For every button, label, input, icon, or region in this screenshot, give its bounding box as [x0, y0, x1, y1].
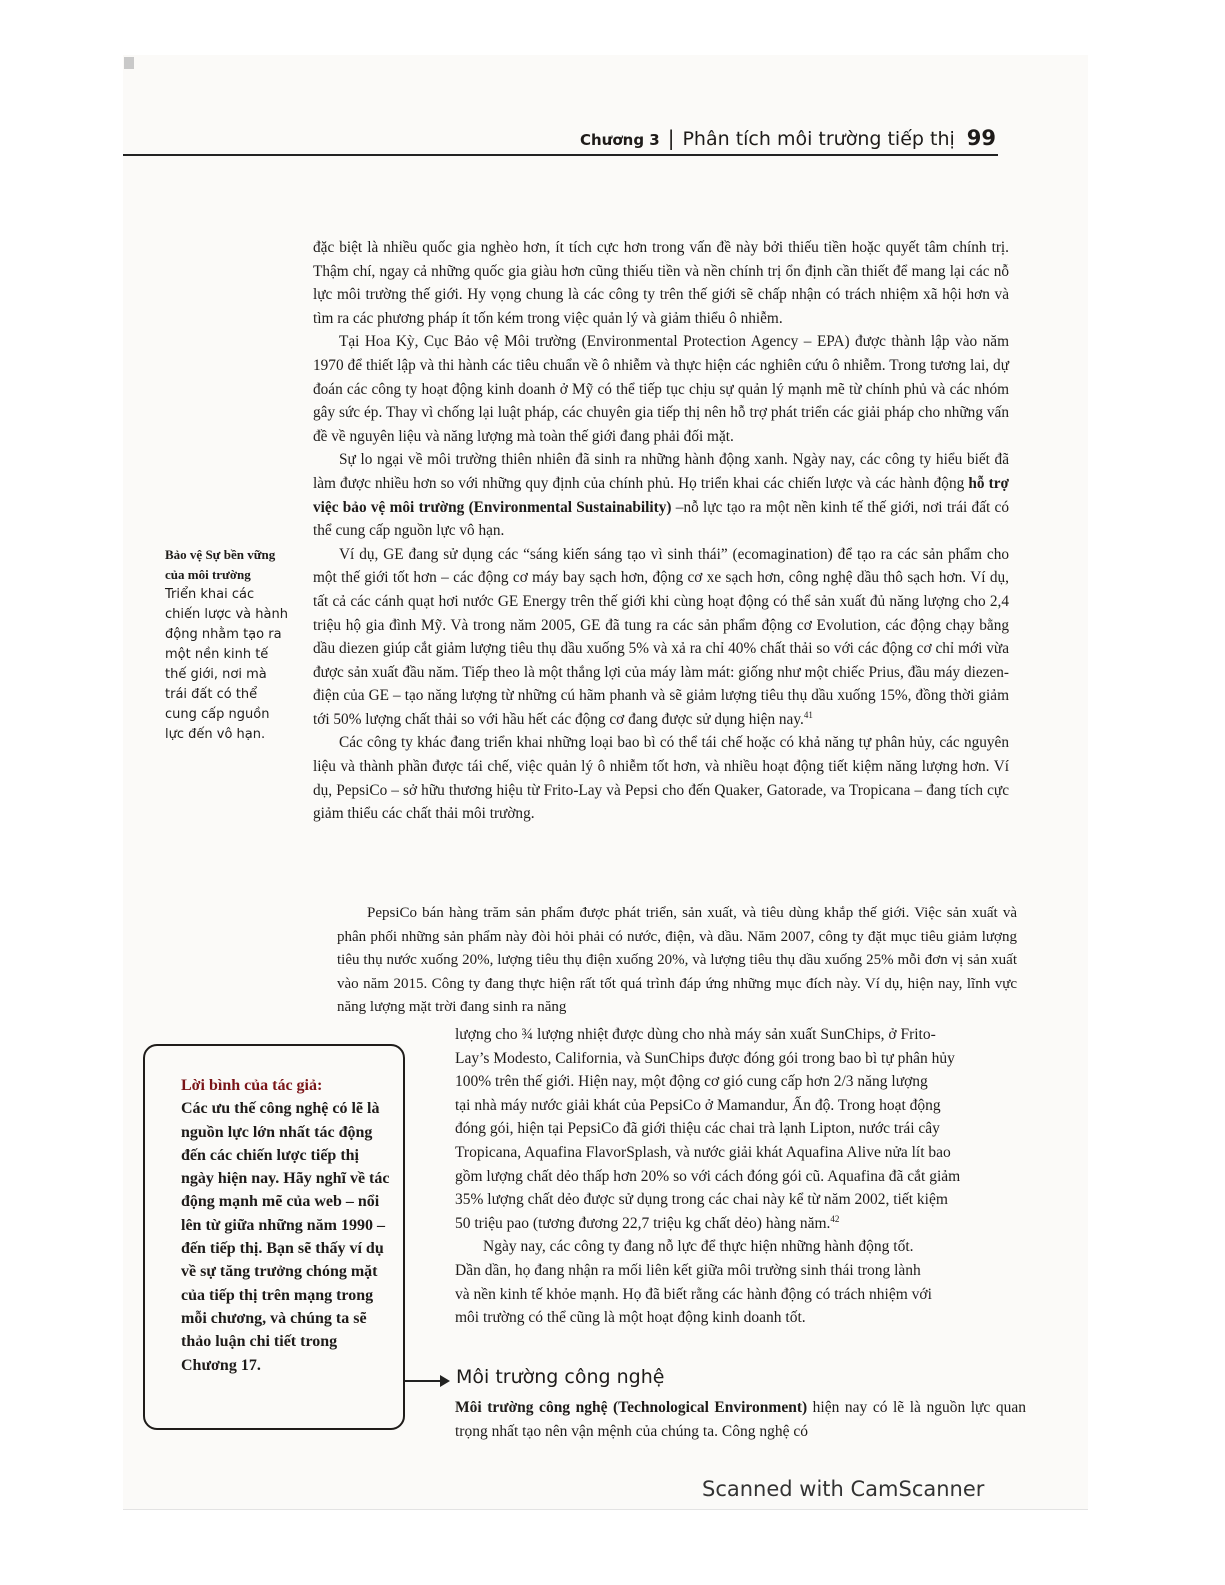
- today-line: môi trường có thể cũng là một hoạt động kinh doanh tốt.: [455, 1309, 806, 1327]
- margin-definition: [165, 545, 290, 745]
- arrow-right-icon: [405, 1380, 447, 1382]
- pepsico-line: [455, 1212, 1020, 1236]
- scanner-watermark: Scanned with CamScanner: [702, 1477, 985, 1501]
- paragraph-pepsico: PepsiCo bán hàng trăm sản phẩm được phát triển, sản xuất, và tiêu dùng khắp thế giới. Việc sản xuất và phân phối những sản phẩm này đòi hỏi phải có nước, điện, và dầu. Năm 2007, công ty đặt mục tiêu giảm lượng tiêu thụ nước xuống 20%, lượng tiêu thụ điện xuống 20%, và lượng tiêu thụ dầu xuống 25% mỗi đơn vị sản xuất vào năm 2015. Công ty đang thực hiện rất tốt quá trình đáp ứng những mục đích này. Ví dụ, hiện nay, lĩnh vực năng lượng mặt trời đang sinh ra năng: [337, 905, 1017, 1016]
- author-comment-title: Lời bình của tác giả:: [181, 1077, 323, 1094]
- margin-definition-text: Triển khai các chiến lược và hành động nhằm tạo ra một nền kinh tế thế giới, nơi mà trái đất có thể cung cấp nguồn lực đến vô hạn.: [165, 587, 288, 742]
- pepsico-text-block: [337, 902, 1017, 1020]
- margin-definition-term: Bảo vệ Sự bền vững của môi trường: [165, 547, 276, 582]
- today-line: và nền kinh tế khỏe mạnh. Họ đã biết rằng các hành động có trách nhiệm với: [455, 1285, 932, 1303]
- technology-text: hiện nay có lẽ là nguồn lực quan trọng nhất tạo nên vận mệnh của chúng ta. Công nghệ có: [455, 1399, 1026, 1440]
- pepsico-line: 35% lượng chất dẻo được sử dụng trong các chai này kể từ năm 2002, tiết kiệm: [455, 1191, 948, 1209]
- footnote-ref-41: 41: [803, 709, 813, 720]
- chapter-title: Phân tích môi trường tiếp thị: [682, 128, 955, 150]
- pepsico-line: tại nhà máy nước giải khát của PepsiCo ở Mamandur, Ấn độ. Trong hoạt động: [455, 1096, 941, 1114]
- pepsico-last-line: 50 triệu pao (tương đương 22,7 triệu kg chất dẻo) hàng năm.: [455, 1214, 831, 1232]
- chapter-label: Chương 3: [579, 131, 660, 149]
- author-comment-body: Các ưu thế công nghệ có lẽ là nguồn lực lớn nhất tác động đến các chiến lược tiếp thị ngày hiện nay. Hãy nghĩ về tác động mạnh mẽ của web – nổi lên từ giữa những năm 1990 – đến tiếp thị. Bạn sẽ thấy ví dụ về sự tăng trưởng chóng mặt của tiếp thị trên mạng trong mỗi chương, và chúng ta sẽ thảo luận chi tiết trong Chương 17.: [181, 1100, 390, 1374]
- technology-key-term: Môi trường công nghệ (Technological Environment): [455, 1399, 808, 1416]
- pepsico-line: 100% trên thế giới. Hiện nay, một động cơ gió cung cấp hơn 2/3 năng lượng: [455, 1073, 928, 1091]
- paragraph-poorer-nations: đặc biệt là nhiều quốc gia nghèo hơn, ít tích cực hơn trong vấn đề này bởi thiếu tiền hoặc quyết tâm chính trị. Thậm chí, ngay cả những quốc gia giàu hơn cũng thiếu tiền và nền chính trị ổn định cần thiết để mang lại các nỗ lực môi trường thế giới. Hy vọng chung là các công ty trên thế giới sẽ chấp nhận có trách nhiệm xã hội hơn và tìm ra các phương pháp ít tốn kém trong việc quản lý và giảm thiểu ô nhiễm.: [313, 239, 1009, 327]
- sustainability-key-term: hỗ trợ việc bảo vệ môi trường (Environmental Sustainability): [313, 474, 1009, 516]
- scan-bottom-edge: [123, 1509, 1088, 1510]
- running-header: [123, 118, 998, 156]
- section-heading: Môi trường công nghệ: [456, 1366, 665, 1388]
- paragraph-ge-example: [313, 543, 1009, 732]
- pepsico-line: gồm lượng chất dẻo thấp hơn 20% so với cách đóng gói cũ. Aquafina đã cắt giảm: [455, 1167, 961, 1185]
- pepsico-line: Tropicana, Aquafina FlavorSplash, và nước giải khát Aquafina Alive nửa lít bao: [455, 1143, 951, 1161]
- scan-edge-mark: [124, 57, 134, 69]
- pepsico-line: lượng cho ¾ lượng nhiệt được dùng cho nhà máy sản xuất SunChips, ở Frito-: [455, 1026, 936, 1043]
- footnote-ref-42: 42: [830, 1213, 840, 1224]
- page-number: 99: [966, 126, 996, 150]
- header-separator: |: [667, 126, 675, 150]
- today-line: Ngày nay, các công ty đang nỗ lực để thực hiện những hành động tốt.: [483, 1238, 914, 1256]
- sustain-text-after: –nỗ lực tạo ra một nền kinh tế thế giới, nơi trái đất có thể cung cấp nguồn lực vô hạn.: [313, 498, 1009, 540]
- tech-section-text: [455, 1396, 1026, 1443]
- pepsico-line: Lay’s Modesto, California, và SunChips được đóng gói trong bao bì tự phân hủy: [455, 1049, 955, 1067]
- paragraph-epa: Tại Hoa Kỳ, Cục Bảo vệ Môi trường (Environmental Protection Agency – EPA) được thành lập vào năm 1970 để thiết lập và thi hành các tiêu chuẩn về ô nhiễm và thực hiện các nghiên cứu ô nhiễm. Trong tương lai, dự đoán các công ty hoạt động kinh doanh ở Mỹ có thể tiếp tục chịu sự quản lý mạnh mẽ từ chính phủ và các nhóm gây sức ép. Thay vì chống lại luật pháp, các chuyên gia tiếp thị nên hỗ trợ phát triển các giải pháp cho những vấn đề về nguyên liệu và năng lượng mà toàn thế giới đang phải đối mặt.: [313, 333, 1009, 445]
- today-line: Dần dần, họ đang nhận ra mối liên kết giữa môi trường sinh thái trong lành: [455, 1261, 921, 1279]
- sustain-text-before: Sự lo ngại về môi trường thiên nhiên đã sinh ra những hành động xanh. Ngày nay, các công ty hiểu biết đã làm được nhiều hơn so với những quy định của chính phủ. Họ triển khai các chiến lược và các hành động: [313, 451, 1009, 492]
- paragraph-other-companies: Các công ty khác đang triển khai những loại bao bì có thể tái chế hoặc có khả năng tự phân hủy, các nguyên liệu và thành phần được tái chế, việc quản lý ô nhiễm tốt hơn, và nhiều hoạt động tiết kiệm năng lượng hơn. Ví dụ, PepsiCo – sở hữu thương hiệu từ Frito-Lay và Pepsi cho đến Quaker, Gatorade, va Tropicana – đang tích cực giảm thiểu các chất thải môi trường.: [313, 734, 1009, 823]
- pepsico-line: đóng gói, hiện tại PepsiCo đã giới thiệu các chai trà lạnh Lipton, nước trái cây: [455, 1120, 940, 1138]
- author-comment-box: [143, 1044, 405, 1430]
- ge-text: Ví dụ, GE đang sử dụng các “sáng kiến sáng tạo vì sinh thái” (ecomagination) để tạo ra các sản phẩm cho một thế giới tốt hơn – các động cơ máy bay sạch hơn, động cơ xe sạch hơn, công nghệ dầu thô sạch hơn. Ví dụ, tất cả các cánh quạt hơi nước GE Energy trên thế giới khi cùng hoạt động có thể sản xuất đủ năng lượng cho 2,4 triệu hộ gia đình Mỹ. Và trong năm 2005, GE đã tung ra các sản phẩm động cơ Evolution, các động chạy bằng dầu diezen giúp cắt giảm lượng tiêu thụ dầu xuống 5% và xả ra chỉ 40% chất thải so với các động cơ chỉ mới vừa được sản xuất đầu năm. Tiếp theo là một thắng lợi của máy làm mát: giống như một chiếc Prius, đầu máy diezen-điện của GE – tạo năng lượng từ những cú hãm phanh và sẽ giảm lượng tiêu thụ dầu xuống 15%, đồng thời giảm tới 50% lượng chất thải so với hầu hết các động cơ đang được sử dụng hiện nay.: [313, 545, 1009, 728]
- main-text-column: [313, 236, 1009, 826]
- paragraph-technology: [455, 1396, 1026, 1443]
- paragraph-sustainability: [313, 448, 1009, 542]
- wrapped-right-column: [455, 1023, 1020, 1330]
